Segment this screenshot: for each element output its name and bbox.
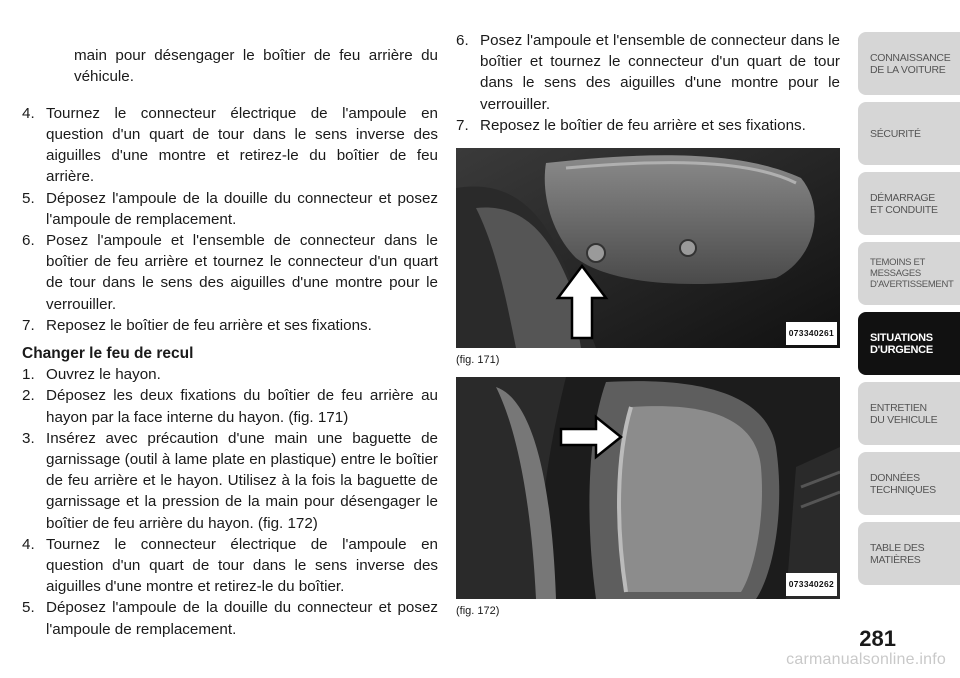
step-item: [22, 315, 438, 336]
step-text: Tournez le connecteur électrique de l'ampoule en question d'un quart de tour dans le sens inverse des aiguilles d'une montre et retirez-le du boîtier.: [46, 535, 438, 596]
figure-caption: (fig. 171): [456, 354, 500, 367]
step-number: 6.: [456, 32, 469, 49]
tab-securite[interactable]: [858, 102, 960, 165]
step-number: 5.: [22, 599, 35, 617]
step-item: [22, 428, 438, 534]
figure-171-photo: [456, 148, 840, 348]
tab-label: TEMOINS ET MESSAGES D'AVERTISSEMENT: [870, 257, 954, 290]
tab-label: TABLE DES MATIÈRES: [870, 541, 925, 566]
step-number: 3.: [22, 429, 35, 447]
figure-code: 073340262: [786, 573, 837, 596]
step-number: 4.: [22, 535, 35, 553]
tab-demarrage[interactable]: [858, 172, 960, 235]
taillight-housing-illustration: [456, 148, 840, 348]
tab-label: ENTRETIEN DU VEHICULE: [870, 401, 938, 426]
step-number: 6.: [22, 232, 35, 249]
step-item: [22, 597, 438, 639]
taillight-gap-illustration: [456, 377, 840, 599]
tab-label: SITUATIONS D'URGENCE: [870, 331, 933, 356]
step-item: [22, 230, 438, 315]
figure-172-photo: [456, 377, 840, 599]
step-text: Déposez l'ampoule de la douille du connecteur et posez l'ampoule de remplacement.: [46, 189, 438, 228]
tab-label: CONNAISSANCE DE LA VOITURE: [870, 51, 951, 76]
step-number: 4.: [22, 104, 35, 122]
step-number: 7.: [456, 116, 469, 134]
step-text: Reposez le boîtier de feu arrière et ses fixations.: [480, 116, 806, 134]
step-text: Déposez les deux fixations du boîtier de feu arrière au hayon par la face interne du hayon. (fig. 171): [46, 387, 438, 426]
intro-continuation: main pour désengager le boîtier de feu arrière du véhicule.: [74, 47, 438, 86]
step-item: [22, 103, 438, 188]
step-number: 2.: [22, 387, 35, 405]
step-item: [22, 188, 438, 230]
step-text: Posez l'ampoule et l'ensemble de connecteur dans le boîtier de feu arrière et tournez le connecteur d'un quart de tour dans le sens des aiguilles d'une montre pour le verrouiller.: [46, 232, 438, 313]
tab-entretien[interactable]: [858, 382, 960, 445]
tab-temoins[interactable]: [858, 242, 960, 305]
figure-caption: (fig. 172): [456, 605, 500, 618]
step-item: [22, 385, 438, 427]
left-column: [22, 30, 438, 640]
tab-label: DÉMARRAGE ET CONDUITE: [870, 191, 938, 216]
step-text: Déposez l'ampoule de la douille du connecteur et posez l'ampoule de remplacement.: [46, 599, 438, 638]
step-number: 5.: [22, 189, 35, 207]
watermark: carmanualsonline.info: [786, 651, 946, 668]
section-heading: Changer le feu de recul: [22, 345, 194, 363]
step-item: [22, 364, 438, 385]
step-text: Tournez le connecteur électrique de l'ampoule en question d'un quart de tour dans le sens inverse des aiguilles d'une montre et retirez-le du boîtier de feu arrière.: [46, 104, 438, 186]
chapter-tabs: [858, 32, 960, 592]
tab-donnees[interactable]: [858, 452, 960, 515]
step-item: [456, 30, 840, 115]
step-item: [456, 115, 840, 136]
tab-table-matieres[interactable]: [858, 522, 960, 585]
page-number: 281: [859, 626, 896, 651]
step-number: 1.: [22, 366, 35, 384]
step-number: 7.: [22, 316, 35, 334]
step-item: [22, 534, 438, 598]
tab-label: SÉCURITÉ: [870, 127, 921, 140]
tab-label: DONNÉES TECHNIQUES: [870, 471, 936, 496]
step-text: Posez l'ampoule et l'ensemble de connecteur dans le boîtier et tournez le connecteur d'un quart de tour dans le sens des aiguilles d'une montre pour le verrouiller.: [480, 32, 840, 113]
right-column: [456, 30, 840, 622]
step-text: Reposez le boîtier de feu arrière et ses fixations.: [46, 316, 372, 334]
step-text: Ouvrez le hayon.: [46, 366, 161, 384]
figure-code: 073340261: [786, 322, 837, 345]
tab-connaissance[interactable]: [858, 32, 960, 95]
tab-situations-urgence[interactable]: [858, 312, 960, 375]
step-text: Insérez avec précaution d'une main une baguette de garnissage (outil à lame plate en plastique) entre le boîtier de feu arrière et le hayon. Utilisez à la fois la baguette de garnissage et la pression de la main pour désengager le boîtier de feu arrière du hayon. (fig. 172): [46, 429, 438, 532]
